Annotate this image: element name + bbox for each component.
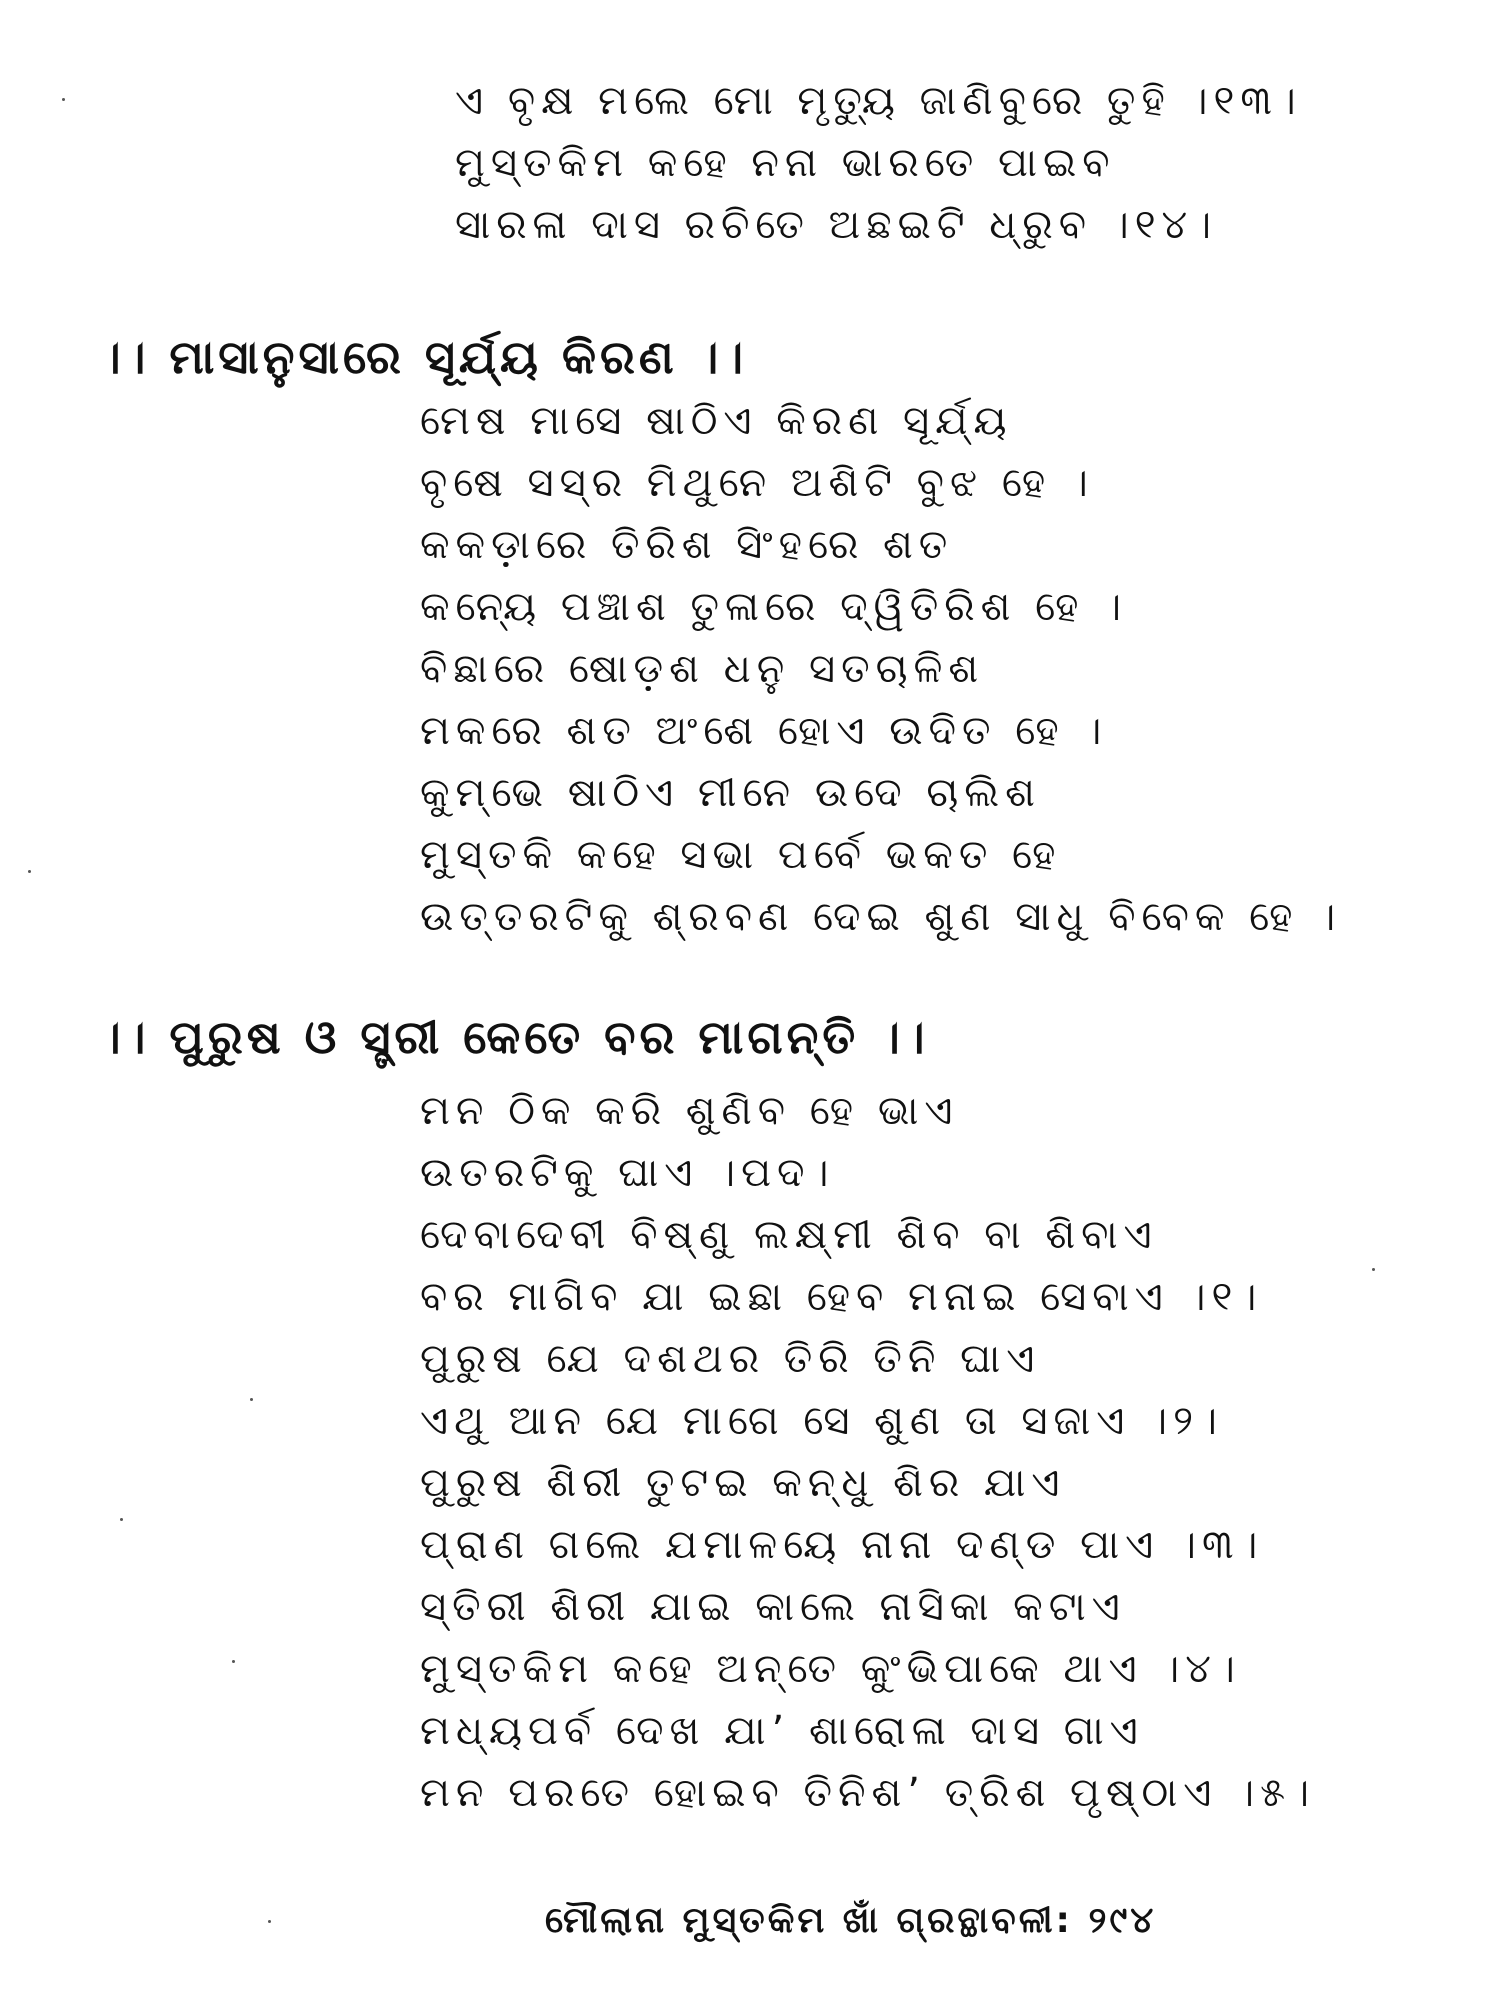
verse-line: ସ୍ତିରୀ ଶିରୀ ଯାଇ କାଲେ ନାସିକା କଟାଏ (420, 1584, 1126, 1630)
section-heading-boons: ।। ପୁରୁଷ ଓ ସ୍ତ୍ରୀ କେତେ ବର ମାଗନ୍ତି ।। (100, 1010, 929, 1064)
verse-line: ମେଷ ମାସେ ଷାଠିଏ କିରଣ ସୂର୍ଯ୍ୟ (420, 398, 1013, 444)
scan-speck (62, 98, 65, 101)
page-footer: ମୌଲାନା ମୁସ୍ତକିମ ଖାଁ ଗ୍ରନ୍ଥାବଳୀ: ୨୯୪ (545, 1900, 1157, 1941)
verse-line: ବିଛାରେ ଷୋଡ଼ଶ ଧନୁ ସତଚାଳିଶ (420, 646, 985, 692)
intro-verse (455, 70, 1302, 256)
verse-line: ପ୍ରାଣ ଗଲେ ଯମାଳୟେ ନାନା ଦଣ୍ଡ ପାଏ ।୩। (420, 1522, 1264, 1568)
verse-line: ଦେବାଦେବୀ ବିଷ୍ଣୁ ଲକ୍ଷ୍ମୀ ଶିବ ବା ଶିବାଏ (420, 1212, 1158, 1258)
verse-line: ମଧ୍ୟପର୍ବ ଦେଖ ଯା’ ଶାରୋଳା ଦାସ ଗାଏ (420, 1708, 1144, 1754)
verse-line: ମକରେ ଶତ ଅଂଶେ ହୋଏ ଉଦିତ ହେ । (420, 708, 1108, 754)
scan-speck (232, 1660, 235, 1663)
section-heading-sun-rays: ।। ମାସାନୁସାରେ ସୂର୍ଯ୍ୟ କିରଣ ।। (100, 330, 748, 384)
scan-speck (268, 1920, 271, 1923)
verse-line: ବର ମାଗିବ ଯା ଇଛା ହେବ ମନାଇ ସେବାଏ ।୧। (420, 1274, 1263, 1320)
verse-line: ସାରଳା ଦାସ ରଚିତେ ଅଛଇଟି ଧ୍ରୁବ ।୧୪। (455, 202, 1218, 248)
verse-line: ଉତରଟିକୁ ଘାଏ ।ପଦ। (420, 1150, 835, 1196)
verse-line: ପୁରୁଷ ଯେ ଦଶଥର ତିରି ତିନି ଘାଏ (420, 1336, 1041, 1382)
scan-speck (1372, 1268, 1375, 1271)
verse-line: କକଡ଼ାରେ ତିରିଶ ସିଂହରେ ଶତ (420, 522, 954, 568)
sun-rays-verse (420, 390, 1341, 948)
verse-line: ବୃଷେ ସସ୍ର ମିଥୁନେ ଅଶିଟି ବୁଝ ହେ । (420, 460, 1094, 506)
boons-verse (420, 1080, 1315, 1824)
verse-line: ପୁରୁଷ ଶିରୀ ତୁଟଇ କନ୍ଧୁ ଶିର ଯାଏ (420, 1460, 1066, 1506)
scan-speck (28, 870, 31, 873)
verse-line: ମୁସ୍ତକିମ କହେ ଅନ୍ତେ କୁଂଭିପାକେ ଥାଏ ।୪। (420, 1646, 1241, 1692)
verse-line: ମନ ପରତେ ହୋଇବ ତିନିଶ’ ତ୍ରିଶ ପୃଷ୍ଠାଏ ।୫। (420, 1770, 1316, 1816)
scan-speck (250, 1398, 253, 1401)
verse-line: ଉତ୍ତରଟିକୁ ଶ୍ରବଣ ଦେଇ ଶୁଣ ସାଧୁ ବିବେକ ହେ । (420, 894, 1342, 940)
verse-line: ମୁସ୍ତକି କହେ ସଭା ପର୍ବେ ଭକତ ହେ (420, 832, 1062, 878)
verse-line: ମନ ଠିକ କରି ଶୁଣିବ ହେ ଭାଏ (420, 1088, 959, 1134)
verse-line: ଏଥୁ ଆନ ଯେ ମାଗେ ସେ ଶୁଣ ତା ସଜାଏ ।୨। (420, 1398, 1223, 1444)
scan-speck (120, 1518, 123, 1521)
verse-line: କୁମ୍ଭେ ଷାଠିଏ ମୀନେ ଉଦେ ଚାଲିଶ (420, 770, 1041, 816)
verse-line: ମୁସ୍ତକିମ କହେ ନନା ଭାରତେ ପାଇବ (455, 140, 1116, 186)
verse-line: କନ୍ୟେ ପଞ୍ଚାଶ ତୁଳାରେ ଦ୍ୱିତିରିଶ ହେ । (420, 584, 1128, 630)
verse-line: ଏ ବୃକ୍ଷ ମଲେ ମୋ ମୃତ୍ୟୁ ଜାଣିବୁରେ ତୁହି ।୧୩। (455, 78, 1302, 124)
